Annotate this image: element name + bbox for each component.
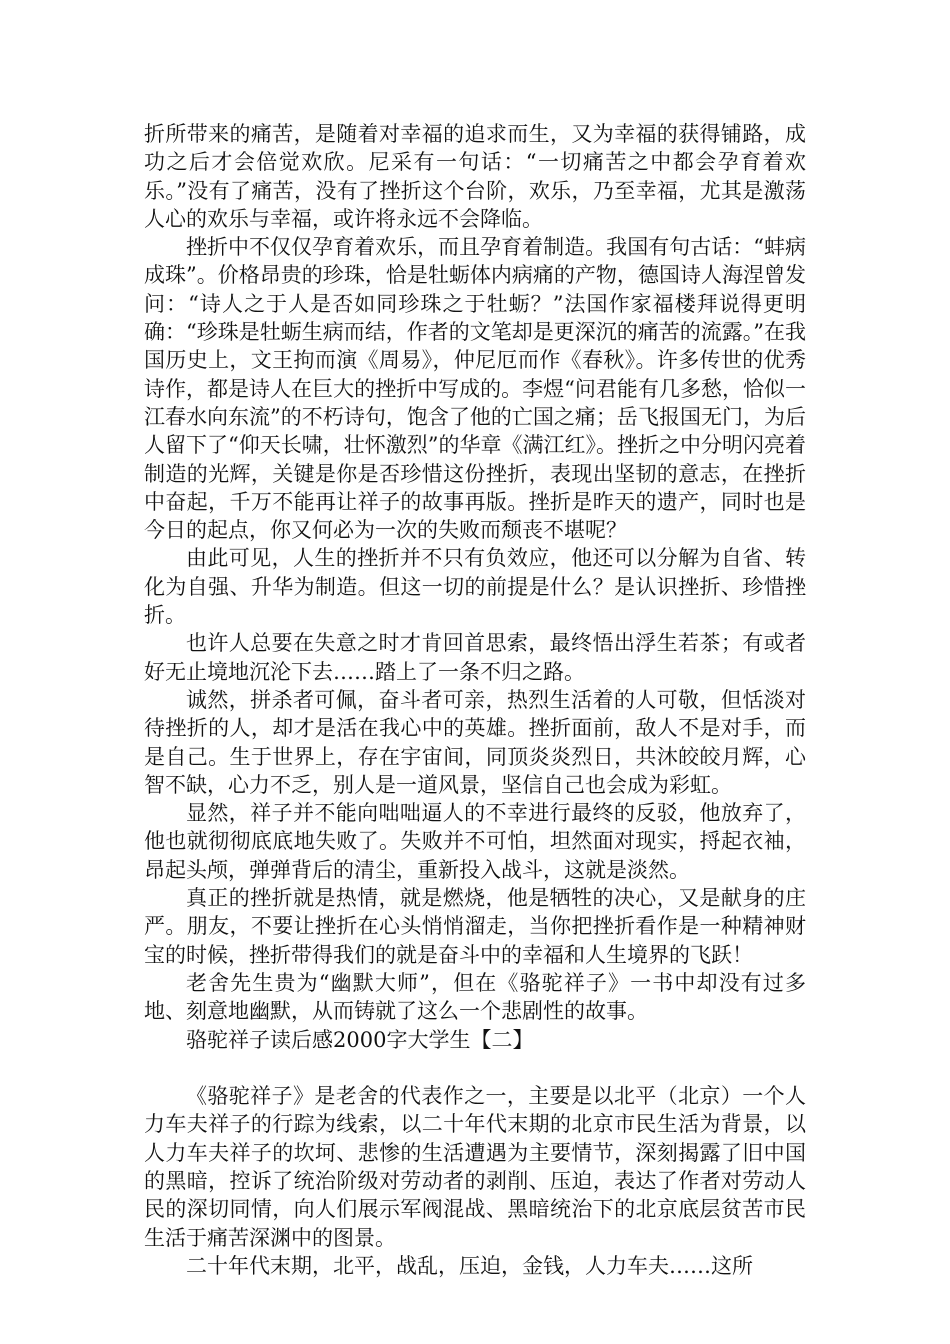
section-heading: 骆驼祥子读后感2000字大学生【二】 [186,1027,534,1052]
paragraph-passion: 真正的挫折就是热情，就是燃烧，他是牺牲的决心，又是献身的庄严。朋友，不要让挫折在心头悄悄溜走，当你把挫折看作是一种精神财宝的时候，挫折带得我们的就是奋斗中的幸福和人生境界的飞跃！ [144,886,806,967]
paragraph-1920s: 二十年代末期，北平，战乱，压迫，金钱，人力车夫……这所 [186,1253,753,1278]
document-page [144,120,806,1280]
paragraph-pearl: 挫折中不仅仅孕育着欢乐，而且孕育着制造。我国有句古话：“蚌病成珠”。价格昂贵的珍珠，恰是牡蛎体内病痛的产物，德国诗人海涅曾发问：“诗人之于人是否如同珍珠之于牡蛎？”法国作家福楼拜说得更明确：“珍珠是牡蛎生病而结，作者的文笔却是更深沉的痛苦的流露。”在我国历史上，文王拘而演《周易》，仲尼厄而作《春秋》。许多传世的优秀诗作，都是诗人在巨大的挫折中写成的。李煜“问君能有几多愁，恰似一江春水向东流”的不朽诗句，饱含了他的亡国之痛；岳飞报国无门，为后人留下了“仰天长啸，壮怀激烈”的华章《满江红》。挫折之中分明闪亮着制造的光辉，关键是你是否珍惜这份挫折，表现出坚韧的意志，在挫折中奋起，千万不能再让祥子的故事再版。挫折是昨天的遗产，同时也是今日的起点，你又何必为一次的失败而颓丧不堪呢？ [144,235,806,543]
paragraph-reflection: 也许人总要在失意之时才肯回首思索，最终悟出浮生若茶；有或者好无止境地沉沦下去……踏上了一条不归之路。 [144,631,806,684]
paragraph-laoshe: 老舍先生贵为“幽默大师”，但在《骆驼祥子》一书中却没有过多地、刻意地幽默，从而铸就了这么一个悲剧性的故事。 [144,970,806,1024]
paragraph-continuation: 折所带来的痛苦，是随着对幸福的追求而生，又为幸福的获得铺路，成功之后才会倍觉欢欣。尼采有一句话：“一切痛苦之中都会孕育着欢乐。”没有了痛苦，没有了挫折这个台阶，欢乐，乃至幸福，尤其是激荡人心的欢乐与幸福，或许将永远不会降临。 [144,122,806,231]
paragraph-conclusion: 由此可见，人生的挫折并不只有负效应，他还可以分解为自省、转化为自强、升华为制造。但这一切的前提是什么？是认识挫折、珍惜挫折。 [144,546,806,628]
blank-line [144,1054,806,1082]
paragraph-hero: 诚然，拼杀者可佩，奋斗者可亲，热烈生活着的人可敬，但恬淡对待挫折的人，却才是活在我心中的英雄。挫折面前，敌人不是对手，而是自己。生于世界上，存在宇宙间，同顶炎炎烈日，共沐皎皎月辉，心智不缺，心力不乏，别人是一道风景，坚信自己也会成为彩虹。 [144,687,806,797]
paragraph-summary: 《骆驼祥子》是老舍的代表作之一，主要是以北平（北京）一个人力车夫祥子的行踪为线索，以二十年代末期的北京市民生活为背景，以人力车夫祥子的坎坷、悲惨的生活遭遇为主要情节，深刻揭露了旧中国的黑暗，控诉了统治阶级对劳动者的剥削、压迫，表达了作者对劳动人民的深切同情，向人们展示军阀混战、黑暗统治下的北京底层贫苦市民生活于痛苦深渊中的图景。 [144,1084,806,1250]
paragraph-xiangzi-failure: 显然，祥子并不能向咄咄逼人的不幸进行最终的反驳，他放弃了，他也就彻彻底底地失败了。失败并不可怕，坦然面对现实，捋起衣袖，昂起头颅，弹弹背后的清尘，重新投入战斗，这就是淡然。 [144,801,806,882]
